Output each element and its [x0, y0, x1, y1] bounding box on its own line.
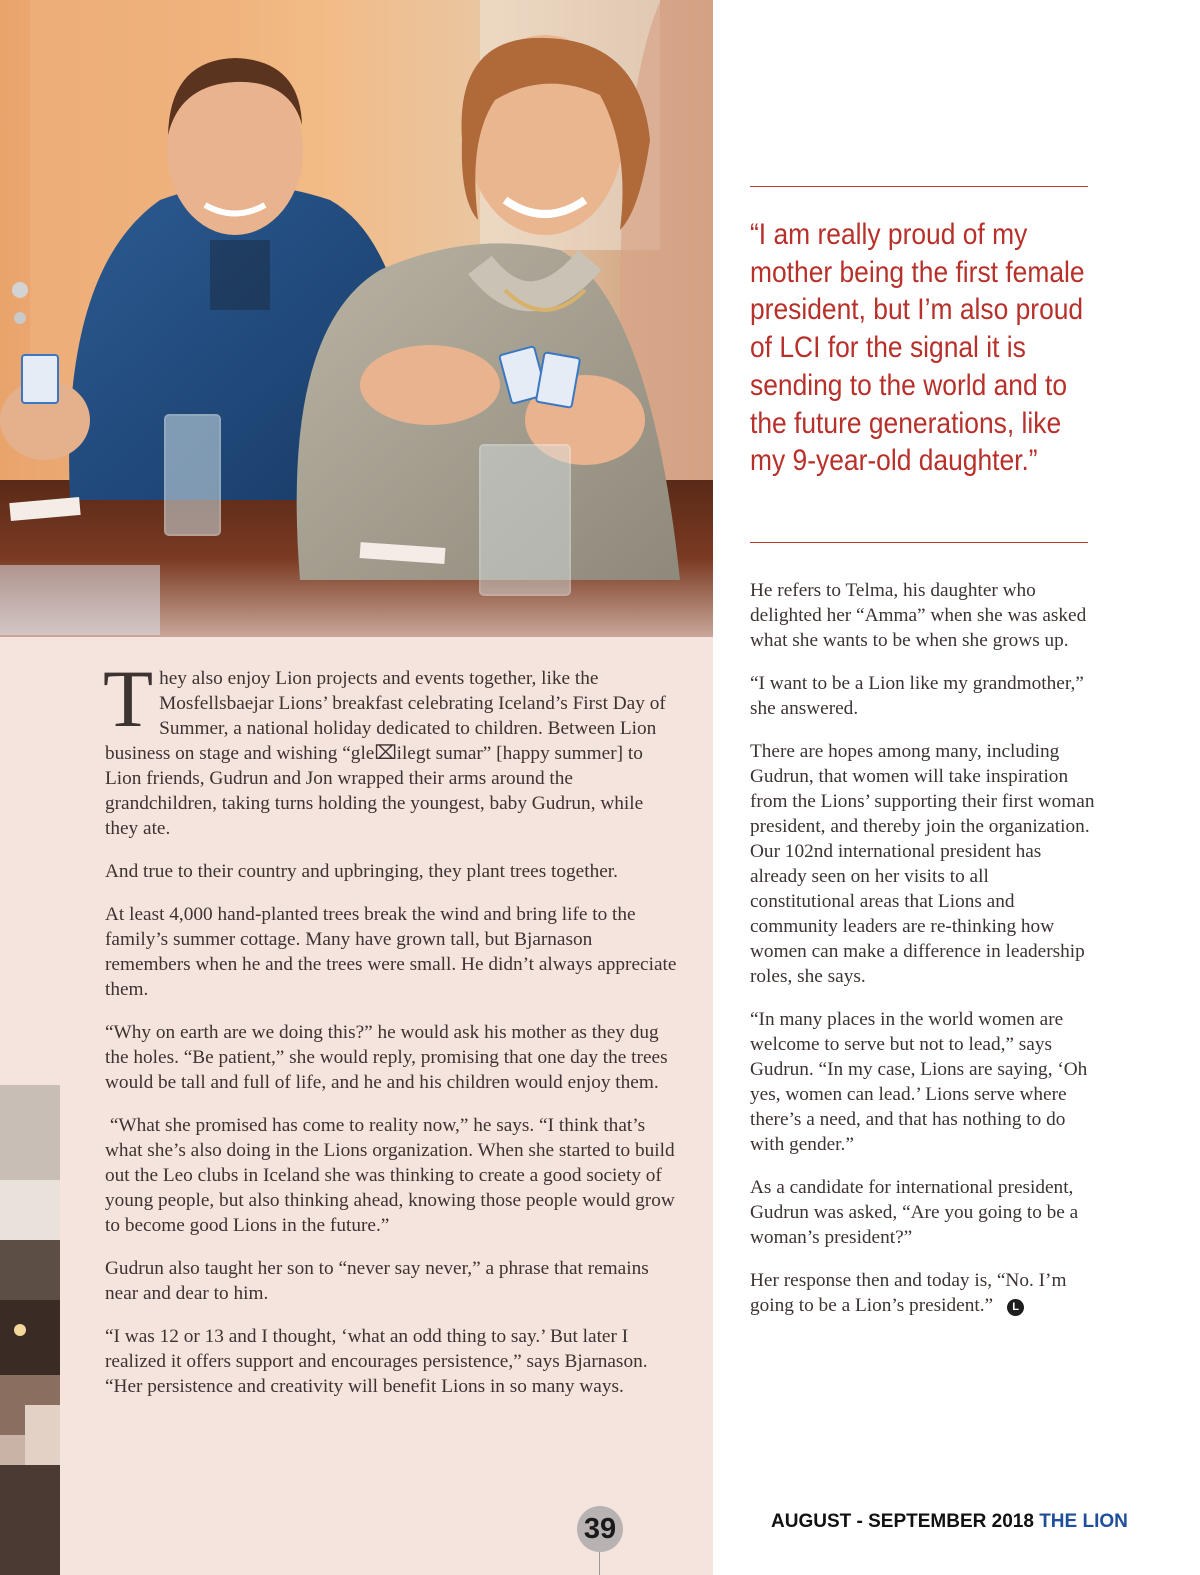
article-right-column — [750, 578, 1095, 1336]
article-paragraph: “I want to be a Lion like my grandmother,” she answered. — [750, 673, 1084, 719]
pull-quote-bottom-rule — [750, 542, 1088, 543]
issue-date: AUGUST - SEPTEMBER 2018 — [771, 1511, 1034, 1532]
article-paragraph: As a candidate for international president, Gudrun was asked, “Are you going to be a woman’s president?” — [750, 1177, 1079, 1248]
article-closing-paragraph — [750, 1268, 1095, 1318]
article-paragraph: There are hopes among many, including Gudrun, that women will take inspiration from the Lions’ supporting their first woman president, and thereby join the organization. Our 102nd international president has already seen on her visits to all constitutional areas that Lions and community leaders are re-thinking how women can make a difference in leadership roles, she says. — [750, 741, 1095, 987]
article-paragraph: Gudrun also taught her son to “never say never,” a phrase that remains near and dear to him. — [105, 1258, 649, 1304]
pull-quote: “I am really proud of my mother being the first female president, but I’m also proud of LCI for the signal it is sending to the world and to the future generations, like my 9-year-old daughter.” — [750, 218, 1085, 478]
lion-logo-end-mark-icon: L — [1007, 1299, 1024, 1316]
article-paragraph: He refers to Telma, his daughter who delighted her “Amma” when she was asked what she wants to be when she grows up. — [750, 580, 1087, 651]
article-paragraph: “Why on earth are we doing this?” he would ask his mother as they dug the holes. “Be patient,” she would reply, promising that one day the trees would be tall and full of life, and he and his children would enjoy them. — [105, 1022, 668, 1093]
page-number-divider — [599, 1552, 600, 1575]
article-photo — [0, 0, 713, 637]
page-number-badge: 39 — [577, 1506, 623, 1552]
article-paragraph — [103, 653, 680, 841]
article-left-column — [103, 653, 680, 1417]
side-photo-strip — [0, 1085, 60, 1575]
article-paragraph: “What she promised has come to reality now,” he says. “I think that’s what she’s also doing in the Lions organization. When she started to build out the Leo clubs in Iceland she was thinking to create a good society of young people, but also thinking ahead, knowing those people would grow to become good Lions in the future.” — [105, 1115, 680, 1236]
article-paragraph: “I was 12 or 13 and I thought, ‘what an odd thing to say.’ But later I realized it offers support and encourages persistence,” says Bjarnason. “Her persistence and creativity will benefit Lions in so many ways. — [105, 1326, 648, 1397]
magazine-name: THE LION — [1039, 1511, 1128, 1532]
drop-cap: T — [103, 653, 154, 744]
magazine-footer — [771, 1511, 1128, 1533]
closing-text: Her response then and today is, “No. I’m going to be a Lion’s president.” — [750, 1270, 1067, 1316]
article-paragraph: At least 4,000 hand-planted trees break the wind and bring life to the family’s summer cottage. Many have grown tall, but Bjarnason remembers when he and the trees were small. He didn’t always appreciate them. — [105, 904, 677, 1000]
pull-quote-top-rule — [750, 186, 1088, 187]
article-paragraph: “In many places in the world women are welcome to serve but not to lead,” says Gudrun. “In my case, Lions are saying, ‘Oh yes, women can lead.’ Lions serve where there’s a need, and that has nothing to do with gender.” — [750, 1009, 1088, 1155]
article-paragraph: And true to their country and upbringing, they plant trees together. — [105, 861, 618, 882]
article-paragraph-text: hey also enjoy Lion projects and events together, like the Mosfellsbaejar Lions’ breakfast celebrating Iceland’s First Day of Summer, a national holiday dedicated to children. Between Lion business on stage and wishing “gle⌧ilegt sumar” [happy summer] to Lion friends, Gudrun and Jon wrapped their arms around the grandchildren, taking turns holding the youngest, baby Gudrun, while they ate. — [105, 668, 666, 839]
